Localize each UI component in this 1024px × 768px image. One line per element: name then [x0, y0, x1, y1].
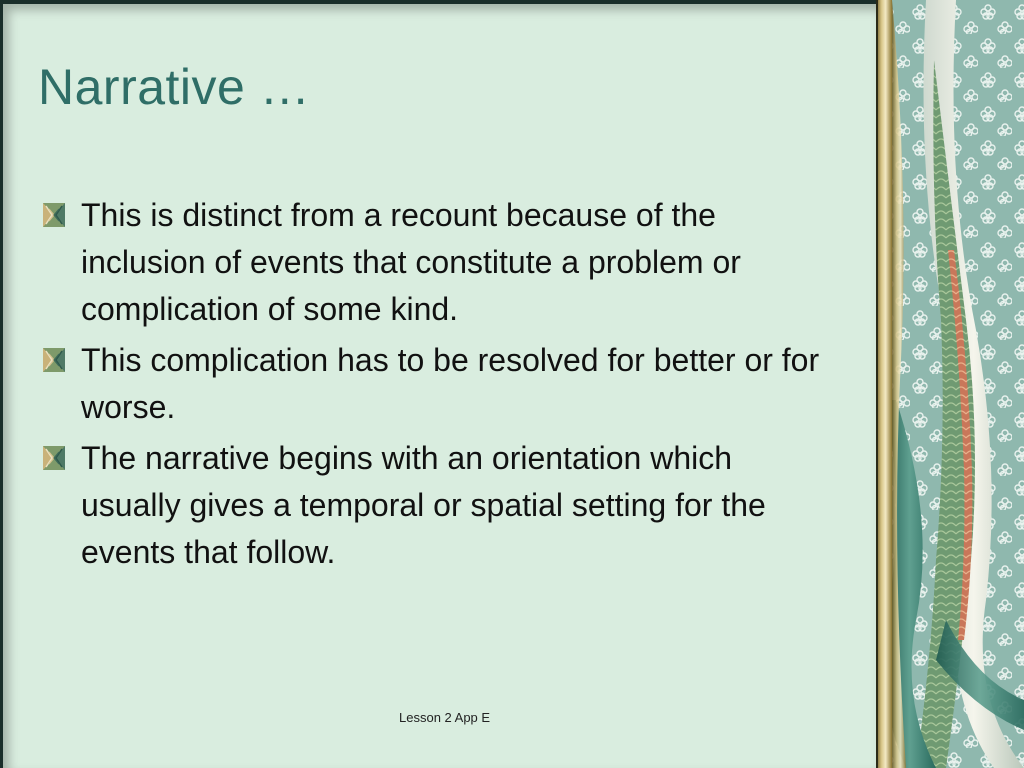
bullet-item [43, 435, 833, 576]
striped-square-bullet-icon [43, 348, 65, 372]
striped-square-bullet-icon [43, 203, 65, 227]
striped-square-bullet-icon [43, 446, 65, 470]
bullet-item [43, 192, 833, 333]
bullet-item [43, 337, 833, 431]
bullet-text: This is distinct from a recount because of the inclusion of events that constitute a problem or complication of some kind. [81, 197, 741, 327]
bullet-list [43, 192, 833, 580]
bullet-text: The narrative begins with an orientation which usually gives a temporal or spatial setting for the events that follow. [81, 440, 766, 570]
slide-footer: Lesson 2 App E [399, 710, 491, 725]
slide-title: Narrative … [38, 59, 311, 115]
bullet-text: This complication has to be resolved for better or for worse. [81, 342, 820, 425]
decorative-ribbon-border [876, 0, 1024, 768]
